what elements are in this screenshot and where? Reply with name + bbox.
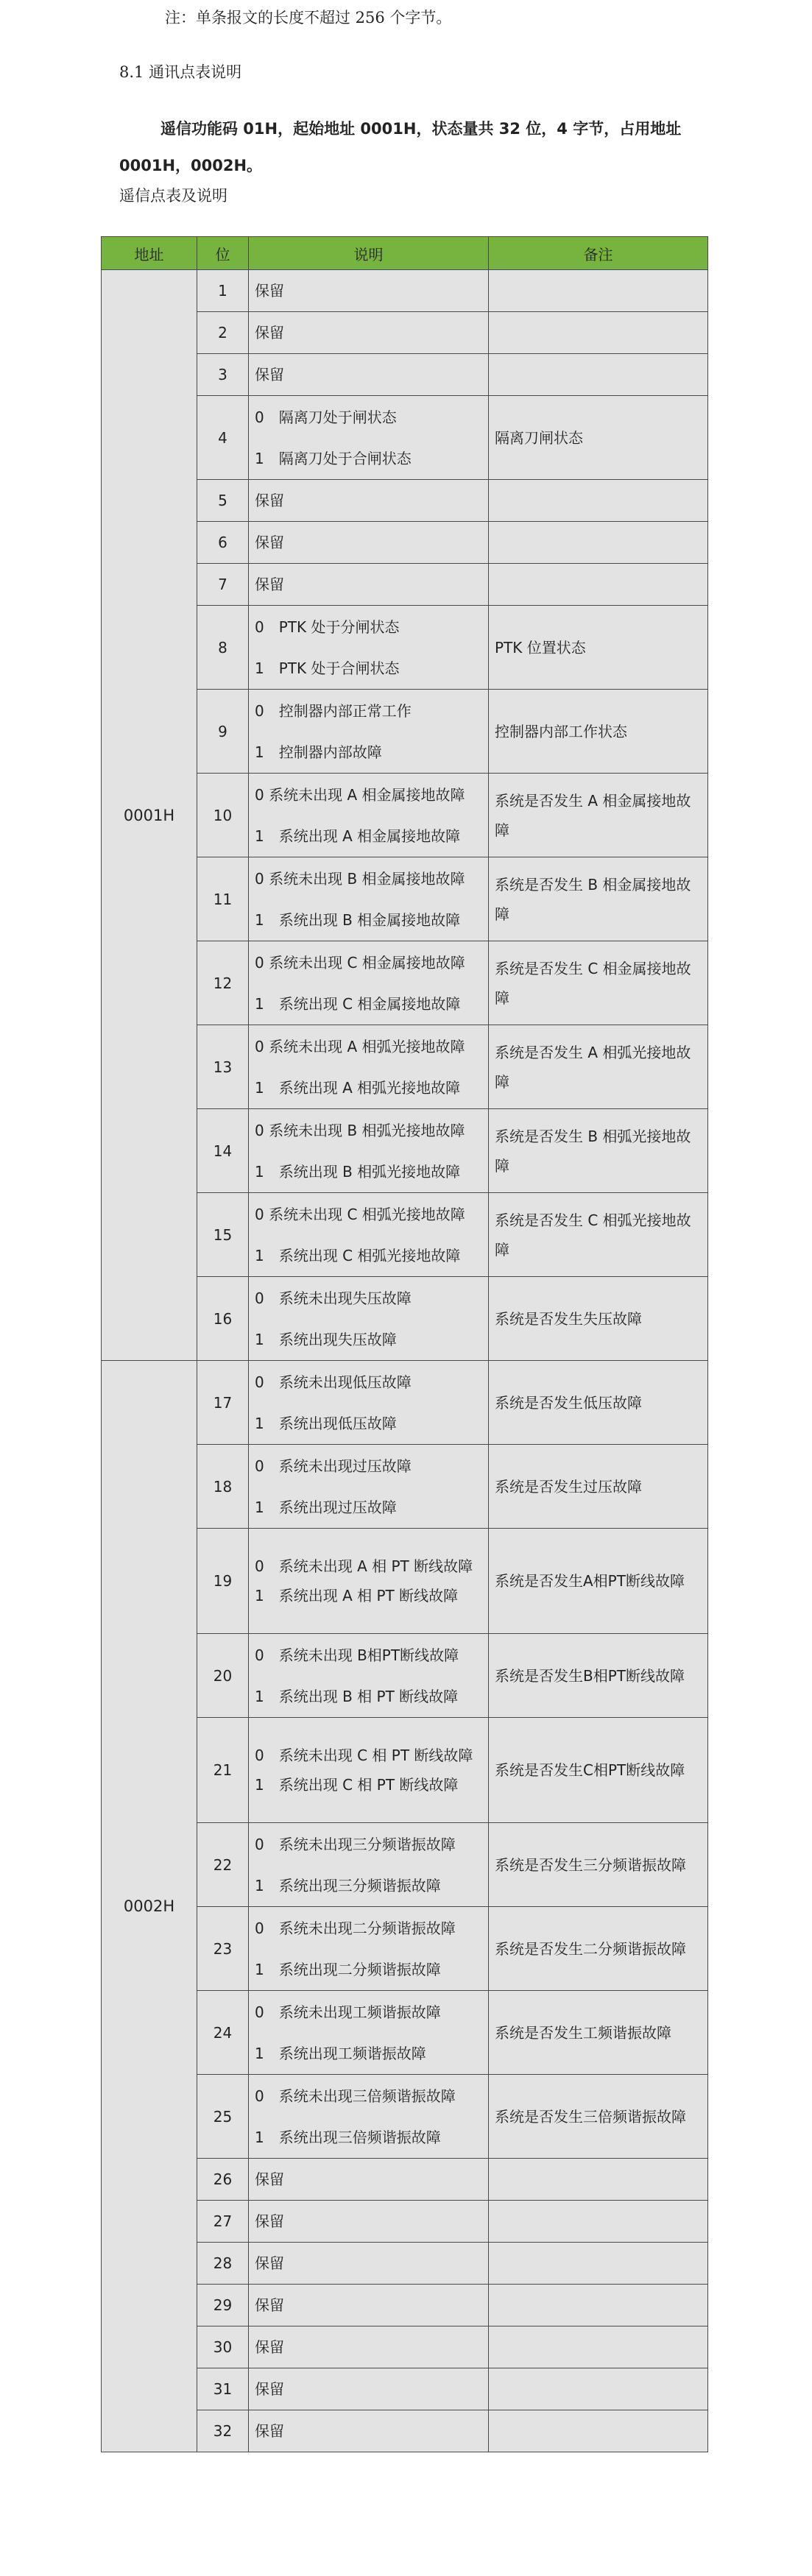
bit-cell: 11 xyxy=(197,857,249,941)
bit-cell: 18 xyxy=(197,1445,249,1529)
header-remark: 备注 xyxy=(489,237,708,270)
description-cell xyxy=(249,270,489,312)
description-line: 0 隔离刀处于闸状态 xyxy=(255,408,397,426)
description-cell xyxy=(249,1277,489,1361)
description-line: 1 系统出现 B 相 PT 断线故障 xyxy=(255,1687,459,1705)
bit-cell: 1 xyxy=(197,270,249,312)
bit-cell: 27 xyxy=(197,2201,249,2243)
bit-cell: 26 xyxy=(197,2159,249,2201)
description-cell xyxy=(249,1193,489,1277)
description-line: 保留 xyxy=(255,534,284,551)
bit-cell: 8 xyxy=(197,606,249,690)
description-line: 0 系统未出现三分频谐振故障 xyxy=(255,1835,456,1853)
bit-cell: 19 xyxy=(197,1529,249,1634)
remark-cell: 系统是否发生二分频谐振故障 xyxy=(489,1907,708,1991)
description-line: 0 系统未出现过压故障 xyxy=(255,1457,412,1475)
address-cell: 0001H xyxy=(102,270,197,1361)
description-line: 0 控制器内部正常工作 xyxy=(255,701,412,720)
description-line: 保留 xyxy=(255,282,284,300)
bit-cell: 10 xyxy=(197,774,249,857)
description-cell xyxy=(249,396,489,480)
bit-cell: 25 xyxy=(197,2075,249,2159)
description-line: 保留 xyxy=(255,2170,284,2188)
description-cell xyxy=(249,312,489,354)
description-line: 保留 xyxy=(255,2254,284,2272)
description-cell xyxy=(249,941,489,1025)
intro-line-2: 0001H，0002H。 xyxy=(119,157,263,174)
bit-cell: 12 xyxy=(197,941,249,1025)
remark-cell: 系统是否发生低压故障 xyxy=(489,1361,708,1445)
remark-cell: PTK 位置状态 xyxy=(489,606,708,690)
description-cell xyxy=(249,690,489,774)
bit-cell: 3 xyxy=(197,354,249,396)
remark-cell: 控制器内部工作状态 xyxy=(489,690,708,774)
table-row xyxy=(102,270,708,312)
description-cell xyxy=(249,2159,489,2201)
description-cell xyxy=(249,857,489,941)
description-cell xyxy=(249,1634,489,1718)
description-cell xyxy=(249,1907,489,1991)
description-line: 0 系统未出现 C 相 PT 断线故障 xyxy=(255,1747,473,1764)
bit-cell: 6 xyxy=(197,522,249,564)
description-line: 0 系统未出现三倍频谐振故障 xyxy=(255,2087,456,2105)
remark-cell xyxy=(489,2159,708,2201)
description-cell xyxy=(249,1823,489,1907)
description-line: 1 系统出现 A 相金属接地故障 xyxy=(255,827,461,845)
description-line: 保留 xyxy=(255,324,284,342)
description-line: 1 系统出现 C 相 PT 断线故障 xyxy=(255,1776,459,1794)
description-line: 保留 xyxy=(255,2212,284,2230)
description-line: 保留 xyxy=(255,2296,284,2314)
description-line: 1 系统出现 C 相金属接地故障 xyxy=(255,994,461,1013)
remark-cell: 隔离刀闸状态 xyxy=(489,396,708,480)
remark-cell: 系统是否发生三分频谐振故障 xyxy=(489,1823,708,1907)
bit-cell: 7 xyxy=(197,564,249,606)
intro-line-1: 遥信功能码 01H，起始地址 0001H，状态量共 32 位，4 字节，占用地址 xyxy=(160,120,682,138)
remark-cell: 系统是否发生 B 相弧光接地故障 xyxy=(489,1109,708,1193)
remark-cell xyxy=(489,2285,708,2326)
header-description: 说明 xyxy=(249,237,489,270)
bit-cell: 23 xyxy=(197,1907,249,1991)
bit-cell: 21 xyxy=(197,1718,249,1823)
remark-cell xyxy=(489,480,708,522)
description-line: 0 系统未出现工频谐振故障 xyxy=(255,2003,441,2021)
description-line: 0 系统未出现 B相PT断线故障 xyxy=(255,1646,459,1664)
description-line: 0 系统未出现 B 相弧光接地故障 xyxy=(255,1121,465,1139)
remark-cell xyxy=(489,564,708,606)
description-line: 0 系统未出现二分频谐振故障 xyxy=(255,1919,456,1937)
description-line: 0 系统未出现 A 相金属接地故障 xyxy=(255,785,465,804)
description-line: 0 系统未出现 A 相弧光接地故障 xyxy=(255,1037,465,1055)
description-cell xyxy=(249,1109,489,1193)
table-row xyxy=(102,1361,708,1445)
bit-cell: 2 xyxy=(197,312,249,354)
description-line: 1 系统出现工频谐振故障 xyxy=(255,2044,426,2062)
description-line: 1 系统出现 B 相金属接地故障 xyxy=(255,910,461,929)
remark-cell: 系统是否发生三倍频谐振故障 xyxy=(489,2075,708,2159)
bit-cell: 24 xyxy=(197,1991,249,2075)
description-cell xyxy=(249,1445,489,1529)
description-cell xyxy=(249,522,489,564)
description-line: 0 系统未出现 C 相弧光接地故障 xyxy=(255,1205,465,1223)
description-cell xyxy=(249,2201,489,2243)
address-cell: 0002H xyxy=(102,1361,197,2452)
description-line: 1 系统出现 C 相弧光接地故障 xyxy=(255,1246,461,1264)
remark-cell xyxy=(489,2410,708,2452)
remark-cell xyxy=(489,2243,708,2285)
bit-cell: 15 xyxy=(197,1193,249,1277)
remark-cell: 系统是否发生 B 相金属接地故障 xyxy=(489,857,708,941)
description-line: 0 系统未出现 A 相 PT 断线故障 xyxy=(255,1557,473,1575)
description-line: 保留 xyxy=(255,366,284,383)
bit-cell: 20 xyxy=(197,1634,249,1718)
description-cell xyxy=(249,1361,489,1445)
remark-cell: 系统是否发生过压故障 xyxy=(489,1445,708,1529)
description-line: 1 系统出现低压故障 xyxy=(255,1414,397,1432)
remark-cell: 系统是否发生 C 相金属接地故障 xyxy=(489,941,708,1025)
remark-cell: 系统是否发生工频谐振故障 xyxy=(489,1991,708,2075)
remark-cell: 系统是否发生 A 相金属接地故障 xyxy=(489,774,708,857)
remark-cell: 系统是否发生 C 相弧光接地故障 xyxy=(489,1193,708,1277)
table-header-row xyxy=(102,237,708,270)
bit-cell: 30 xyxy=(197,2326,249,2368)
bit-cell: 9 xyxy=(197,690,249,774)
remark-cell: 系统是否发生A相PT断线故障 xyxy=(489,1529,708,1634)
description-cell xyxy=(249,2285,489,2326)
description-line: 1 系统出现失压故障 xyxy=(255,1330,397,1348)
description-cell xyxy=(249,1025,489,1109)
remark-cell: 系统是否发生 A 相弧光接地故障 xyxy=(489,1025,708,1109)
description-cell xyxy=(249,774,489,857)
remark-cell: 系统是否发生失压故障 xyxy=(489,1277,708,1361)
table-caption: 遥信点表及说明 xyxy=(119,187,227,205)
bit-cell: 4 xyxy=(197,396,249,480)
description-line: 1 系统出现三倍频谐振故障 xyxy=(255,2128,441,2146)
bit-cell: 32 xyxy=(197,2410,249,2452)
description-cell xyxy=(249,1529,489,1634)
description-line: 1 系统出现 B 相弧光接地故障 xyxy=(255,1162,461,1181)
bit-cell: 29 xyxy=(197,2285,249,2326)
section-title: 8.1 通讯点表说明 xyxy=(119,63,242,81)
description-line: 1 控制器内部故障 xyxy=(255,743,382,761)
description-cell xyxy=(249,2243,489,2285)
bit-cell: 16 xyxy=(197,1277,249,1361)
bit-cell: 14 xyxy=(197,1109,249,1193)
table-body xyxy=(102,270,708,2452)
description-line: 1 系统出现三分频谐振故障 xyxy=(255,1876,441,1894)
description-line: 1 系统出现 A 相弧光接地故障 xyxy=(255,1078,461,1097)
description-line: 0 系统未出现低压故障 xyxy=(255,1373,412,1391)
bit-cell: 17 xyxy=(197,1361,249,1445)
description-line: 1 PTK 处于合闸状态 xyxy=(255,659,400,677)
description-cell xyxy=(249,354,489,396)
description-cell xyxy=(249,2368,489,2410)
header-bit: 位 xyxy=(197,237,249,270)
description-line: 保留 xyxy=(255,576,284,593)
description-cell xyxy=(249,1991,489,2075)
remark-cell xyxy=(489,354,708,396)
description-line: 0 系统未出现 B 相金属接地故障 xyxy=(255,869,465,888)
header-address: 地址 xyxy=(102,237,197,270)
description-cell xyxy=(249,480,489,522)
note-text: 注：单条报文的长度不超过 256 个字节。 xyxy=(165,9,452,26)
description-line: 保留 xyxy=(255,492,284,509)
remark-cell xyxy=(489,2368,708,2410)
description-cell xyxy=(249,606,489,690)
remark-cell xyxy=(489,312,708,354)
description-cell xyxy=(249,564,489,606)
remark-cell: 系统是否发生B相PT断线故障 xyxy=(489,1634,708,1718)
description-line: 0 系统未出现失压故障 xyxy=(255,1289,412,1307)
description-line: 0 系统未出现 C 相金属接地故障 xyxy=(255,953,465,972)
remark-cell xyxy=(489,270,708,312)
description-line: 1 系统出现过压故障 xyxy=(255,1498,397,1516)
description-line: 0 PTK 处于分闸状态 xyxy=(255,618,400,636)
description-line: 1 系统出现二分频谐振故障 xyxy=(255,1960,441,1978)
description-cell xyxy=(249,1718,489,1823)
bit-cell: 22 xyxy=(197,1823,249,1907)
remark-cell xyxy=(489,2201,708,2243)
bit-cell: 31 xyxy=(197,2368,249,2410)
intro-paragraph xyxy=(119,110,708,184)
description-line: 1 系统出现 A 相 PT 断线故障 xyxy=(255,1587,459,1604)
description-line: 保留 xyxy=(255,2338,284,2356)
description-cell xyxy=(249,2410,489,2452)
description-line: 保留 xyxy=(255,2380,284,2398)
bit-cell: 28 xyxy=(197,2243,249,2285)
description-cell xyxy=(249,2075,489,2159)
remark-cell xyxy=(489,522,708,564)
description-line: 1 隔离刀处于合闸状态 xyxy=(255,449,412,467)
description-line: 保留 xyxy=(255,2422,284,2440)
remark-cell: 系统是否发生C相PT断线故障 xyxy=(489,1718,708,1823)
bit-cell: 13 xyxy=(197,1025,249,1109)
bit-cell: 5 xyxy=(197,480,249,522)
remark-cell xyxy=(489,2326,708,2368)
signal-point-table xyxy=(101,236,708,2452)
description-cell xyxy=(249,2326,489,2368)
